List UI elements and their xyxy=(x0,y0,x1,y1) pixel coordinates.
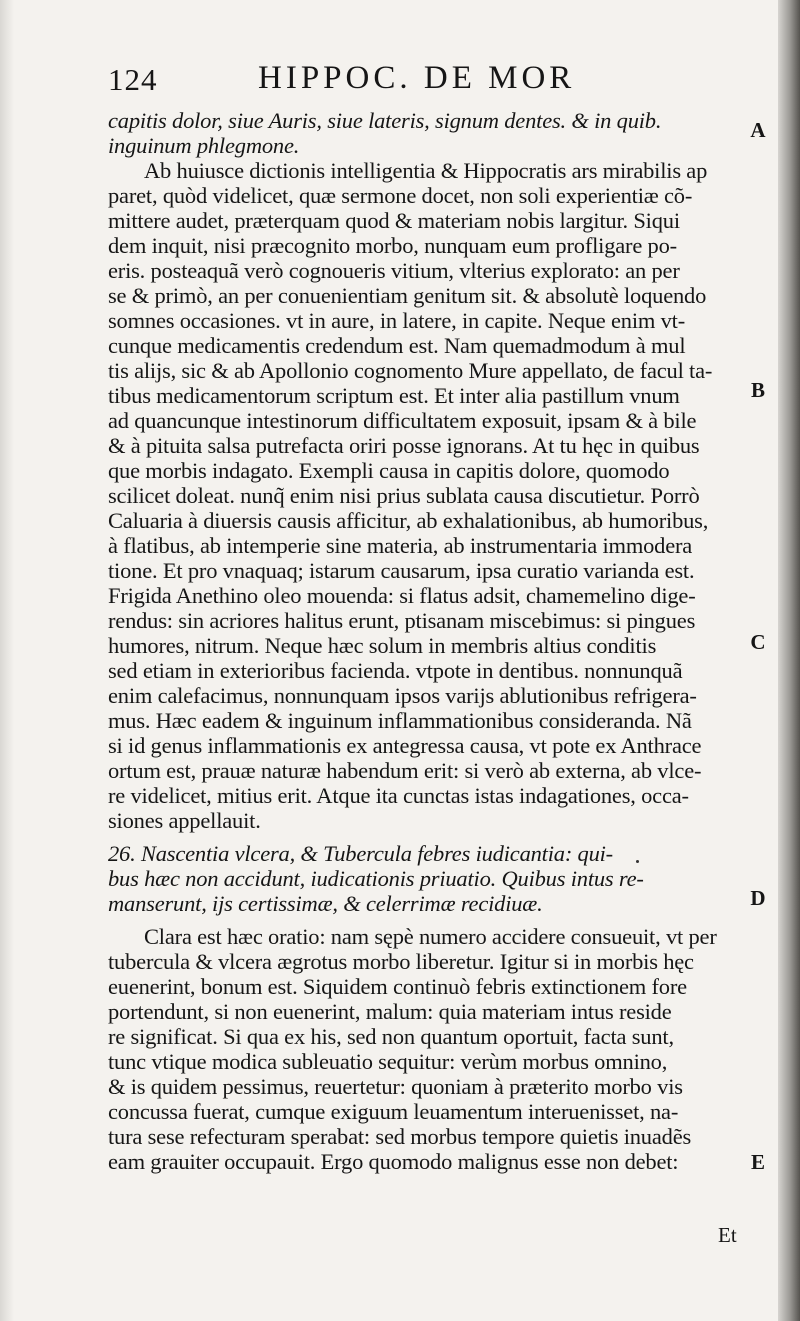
text-line: cunque medicamentis credendum est. Nam quemadmodum à mul xyxy=(108,333,686,358)
ink-speck xyxy=(636,860,639,863)
page-header xyxy=(108,60,748,104)
catchword: Et xyxy=(718,1223,737,1247)
aphorism-26 xyxy=(108,841,760,916)
text-line: humores, nitrum. Neque hæc solum in membris altius conditis xyxy=(108,633,657,658)
page-number: 124 xyxy=(108,62,158,97)
text-line: re videlicet, mitius erit. Atque ita cunctas istas indagationes, occa- xyxy=(108,783,689,808)
page-edge-left xyxy=(0,0,14,1321)
page-edge-right xyxy=(778,0,800,1321)
margin-letter-e: E xyxy=(750,1150,765,1174)
text-line: tibus medicamentorum scriptum est. Et inter alia pastillum vnum xyxy=(108,383,680,408)
margin-letter-c: C xyxy=(750,630,766,654)
text-line: Clara est hæc oratio: nam sępè numero accidere consueuit, vt per xyxy=(144,924,717,949)
text-line: 26. Nascentia vlcera, & Tubercula febres iudicantia: qui- xyxy=(108,841,613,866)
text-line: re significat. Si qua ex his, sed non quantum oportuit, facta sunt, xyxy=(108,1024,674,1049)
text-line: eris. posteaquã verò cognoueris vitium, vlterius explorato: an per xyxy=(108,258,680,283)
text-line: tura sese refecturam sperabat: sed morbus tempore quietis inuadẽs xyxy=(108,1124,692,1149)
text-line: rendus: sin acriores halitus erunt, ptisanam miscebimus: si pingues xyxy=(108,608,696,633)
text-line: siones appellauit. xyxy=(108,808,261,833)
aphorism-25 xyxy=(108,108,760,158)
text-line: manserunt, ijs certissimæ, & celerrimæ recidiuæ. xyxy=(108,891,543,916)
commentary-26 xyxy=(108,924,760,1174)
text-line: ortum est, prauæ naturæ habendum erit: si verò ab externa, ab vlce- xyxy=(108,758,702,783)
text-line: & is quidem pessimus, reuertetur: quoniam à præterito morbo vis xyxy=(108,1074,683,1099)
text-line: Frigida Anethino oleo mouenda: si flatus adsit, chamemelino dige- xyxy=(108,583,696,608)
text-line: à flatibus, ab intemperie sine materia, ab instrumentaria immodera xyxy=(108,533,693,558)
text-line: enim calefacimus, nonnunquam ipsos varijs ablutionibus refrigera- xyxy=(108,683,697,708)
text-line: ad quancunque intestinorum difficultatem exposuit, ipsam & à bile xyxy=(108,408,697,433)
text-line: sed etiam in exterioribus facienda. vtpote in dentibus. nonnunquã xyxy=(108,658,683,683)
text-line: dem inquit, nisi præcognito morbo, nunquam eum profligare po- xyxy=(108,233,677,258)
text-line: scilicet doleat. nunq̃ enim nisi prius sublata causa discutietur. Porrò xyxy=(108,483,700,508)
margin-letter-d: D xyxy=(750,886,766,910)
text-line: paret, quòd videlicet, quæ sermone docet, non soli experientiæ cõ- xyxy=(108,183,693,208)
commentary-25 xyxy=(108,158,760,833)
text-line: se & primò, an per conuenientiam genitum sit. & absolutè loquendo xyxy=(108,283,707,308)
text-block xyxy=(108,108,760,1174)
text-line: Ab huiusce dictionis intelligentia & Hippocratis ars mirabilis ap xyxy=(144,158,708,183)
text-line: tunc vtique modica subleuatio sequitur: verùm morbus omnino, xyxy=(108,1049,668,1074)
text-line: tubercula & vlcera ægrotus morbo liberetur. Igitur si in morbis hęc xyxy=(108,949,694,974)
running-title: HIPPOC. DE MOR xyxy=(258,60,576,96)
text-line: & à pituita salsa putrefacta oriri posse ignorans. At tu hęc in quibus xyxy=(108,433,700,458)
text-line: tione. Et pro vnaquaq; istarum causarum, ipsa curatio varianda est. xyxy=(108,558,695,583)
text-line: portendunt, si non euenerint, malum: quia materiam intus reside xyxy=(108,999,672,1024)
text-line: mus. Hæc eadem & inguinum inflammationibus consideranda. Nã xyxy=(108,708,692,733)
text-line: eam grauiter occupauit. Ergo quomodo malignus esse non debet: xyxy=(108,1149,679,1174)
text-line: si id genus inflammationis ex antegressa causa, vt pote ex Anthrace xyxy=(108,733,702,758)
text-line: Caluaria à diuersis causis afficitur, ab exhalationibus, ab humoribus, xyxy=(108,508,709,533)
text-line: concussa fuerat, cumque exiguum leuamentum interuenisset, na- xyxy=(108,1099,679,1124)
text-line: inguinum phlegmone. xyxy=(108,133,300,158)
text-line: bus hæc non accidunt, iudicationis priuatio. Quibus intus re- xyxy=(108,866,644,891)
text-line: euenerint, bonum est. Siquidem continuò febris extinctionem fore xyxy=(108,974,687,999)
text-line: somnes occasiones. vt in aure, in latere, in capite. Neque enim vt- xyxy=(108,308,686,333)
text-line: tis alijs, sic & ab Apollonio cognomento Mure appellato, de facul ta- xyxy=(108,358,713,383)
margin-letter-a: A xyxy=(750,118,766,142)
margin-letter-b: B xyxy=(750,378,765,402)
text-line: que morbis indagato. Exempli causa in capitis dolore, quomodo xyxy=(108,458,670,483)
text-line: capitis dolor, siue Auris, siue lateris, signum dentes. & in quib. xyxy=(108,108,662,133)
text-line: mittere audet, præterquam quod & materiam nobis largitur. Siqui xyxy=(108,208,680,233)
